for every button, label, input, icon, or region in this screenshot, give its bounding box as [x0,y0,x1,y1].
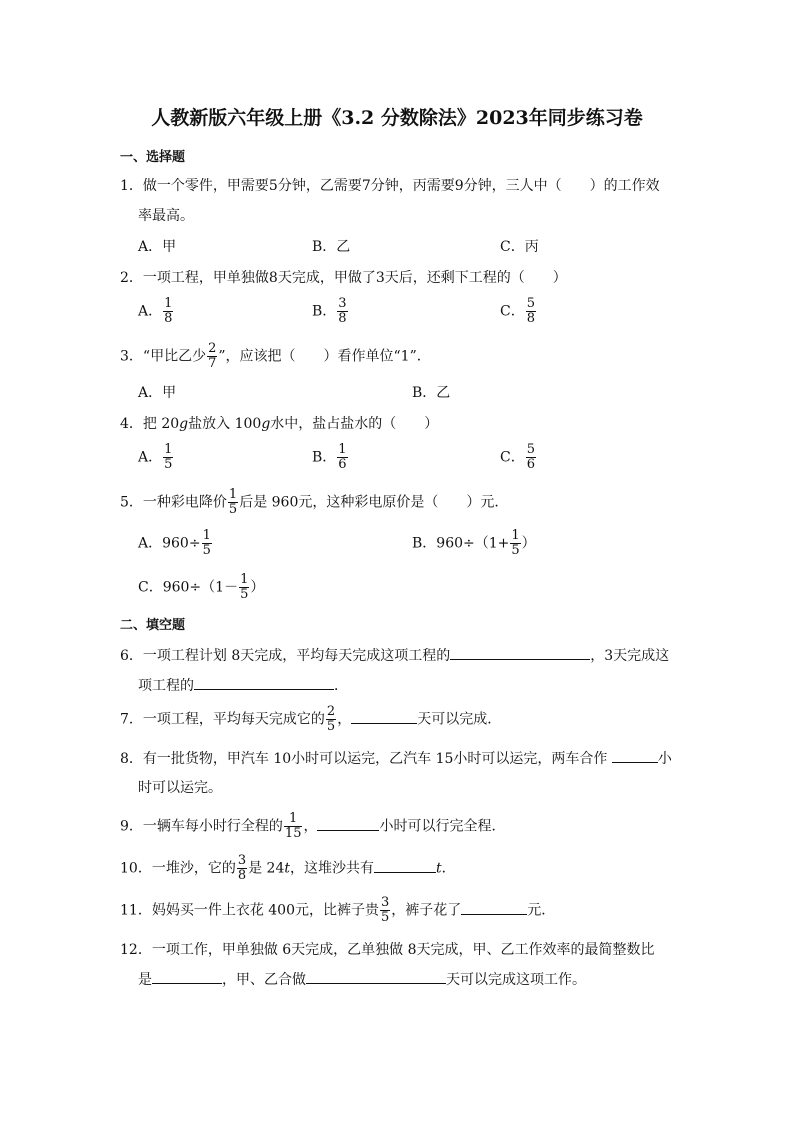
question-8-continued: 时可以运完。 [138,780,222,796]
answer-blank[interactable] [450,645,590,660]
option-label: B． [312,449,337,466]
fraction: $\frac{1}{15}$ [284,811,302,841]
section-fill-in: 二、填空题 [120,618,186,633]
fraction: $\frac{3}{8}$ [237,853,247,883]
answer-blank[interactable] [152,969,222,984]
question-1: 1．做一个零件，甲需要5分钟，乙需要7分钟，丙需要9分钟，三人中（ ）的工作效 [120,178,660,194]
q1-option-b[interactable]: B．乙 [312,239,351,255]
question-7: 7．一项工程，平均每天完成它的 $\frac{2}{5}$ ， 天可以完成． [120,704,502,734]
fraction: $\frac{1}{5}$ [202,528,211,558]
q4-option-b[interactable] [312,443,349,472]
question-1-continued: 率最高。 [138,208,194,224]
q3-option-b[interactable]: B．乙 [412,385,451,401]
answer-blank[interactable] [306,969,446,984]
option-label: A． [138,303,163,320]
question-6-continued: 项工程的 ． [138,675,348,696]
fraction: $\frac{1}{5}$ [164,442,173,472]
question-9: 9．一辆车每小时行全程的 $\frac{1}{15}$ ， 小时可以行完全程． [120,811,506,841]
question-12: 12．一项工作，甲单独做 6天完成，乙单独做 8天完成，甲、乙工作效率的最简整数比 [120,942,655,958]
question-5: 5．一种彩电降价 $\frac{1}{5}$ 后是 960元，这种彩电原价是（ ）元． [120,487,509,517]
question-6: 6．一项工程计划 8天完成，平均每天完成这项工程的 ，3天完成这 [120,645,669,666]
q2-option-c[interactable] [500,297,537,326]
option-label: A． [138,449,163,466]
answer-blank[interactable] [317,816,379,831]
fraction: $\frac{2}{5}$ [326,704,336,734]
q2-option-a[interactable] [138,297,174,326]
question-4: 4．把 20g盐放入 100g水中，盐占盐水的（ ） [120,416,439,432]
answer-blank[interactable] [461,900,527,915]
fraction: $\frac{1}{6}$ [338,442,347,472]
question-2: 2．一项工程，甲单独做8天完成，甲做了3天后，还剩下工程的（ ） [120,270,567,286]
q5-option-a[interactable]: A．960÷ $\frac{1}{5}$ [138,528,211,558]
fraction: $\frac{5}{8}$ [526,296,535,326]
option-label: C． [500,449,525,466]
q2-option-b[interactable] [312,297,349,326]
q4-option-a[interactable] [138,443,174,472]
fraction: $\frac{1}{5}$ [228,487,238,517]
fraction: $\frac{1}{5}$ [240,572,249,602]
option-label: C． [500,303,525,320]
page-title: 人教新版六年级上册《3.2 分数除法》2023年同步练习卷 [151,107,643,129]
q1-option-a[interactable]: A．甲 [138,239,177,255]
answer-blank[interactable] [351,709,417,724]
answer-blank[interactable] [194,675,334,690]
question-8: 8．有一批货物，甲汽车 10小时可以运完，乙汽车 15小时可以运完，两车合作 小 [120,748,672,769]
fraction: $\frac{3}{5}$ [381,895,390,925]
question-10: 10．一堆沙，它的 $\frac{3}{8}$ 是 24t，这堆沙共有 t． [120,853,456,883]
fraction: $\frac{1}{5}$ [511,528,520,558]
question-11: 11．妈妈买一件上衣花 400元，比裤子贵 $\frac{3}{5}$ ，裤子花了 元． [120,895,556,925]
question-3: 3．“甲比乙少 $\frac{2}{7}$ ”，应该把（ ）看作单位“1”． [120,341,431,371]
section-multiple-choice: 一、选择题 [120,150,186,165]
question-12-continued: 是 ，甲、乙合做 天可以完成这项工作。 [138,969,586,990]
fraction: $\frac{5}{6}$ [526,442,535,472]
fraction: $\frac{1}{8}$ [164,296,173,326]
fraction: $\frac{2}{7}$ [208,341,217,371]
q1-option-c[interactable]: C．丙 [500,239,539,255]
q5-option-c[interactable]: C．960÷（1－ $\frac{1}{5}$ ） [138,572,265,602]
option-label: B． [312,303,337,320]
q4-option-c[interactable] [500,443,537,472]
fraction: $\frac{3}{8}$ [338,296,347,326]
answer-blank[interactable] [374,858,436,873]
q3-option-a[interactable]: A．甲 [138,385,177,401]
answer-blank[interactable] [612,748,658,763]
q5-option-b[interactable]: B．960÷（1+ $\frac{1}{5}$ ） [412,528,536,558]
